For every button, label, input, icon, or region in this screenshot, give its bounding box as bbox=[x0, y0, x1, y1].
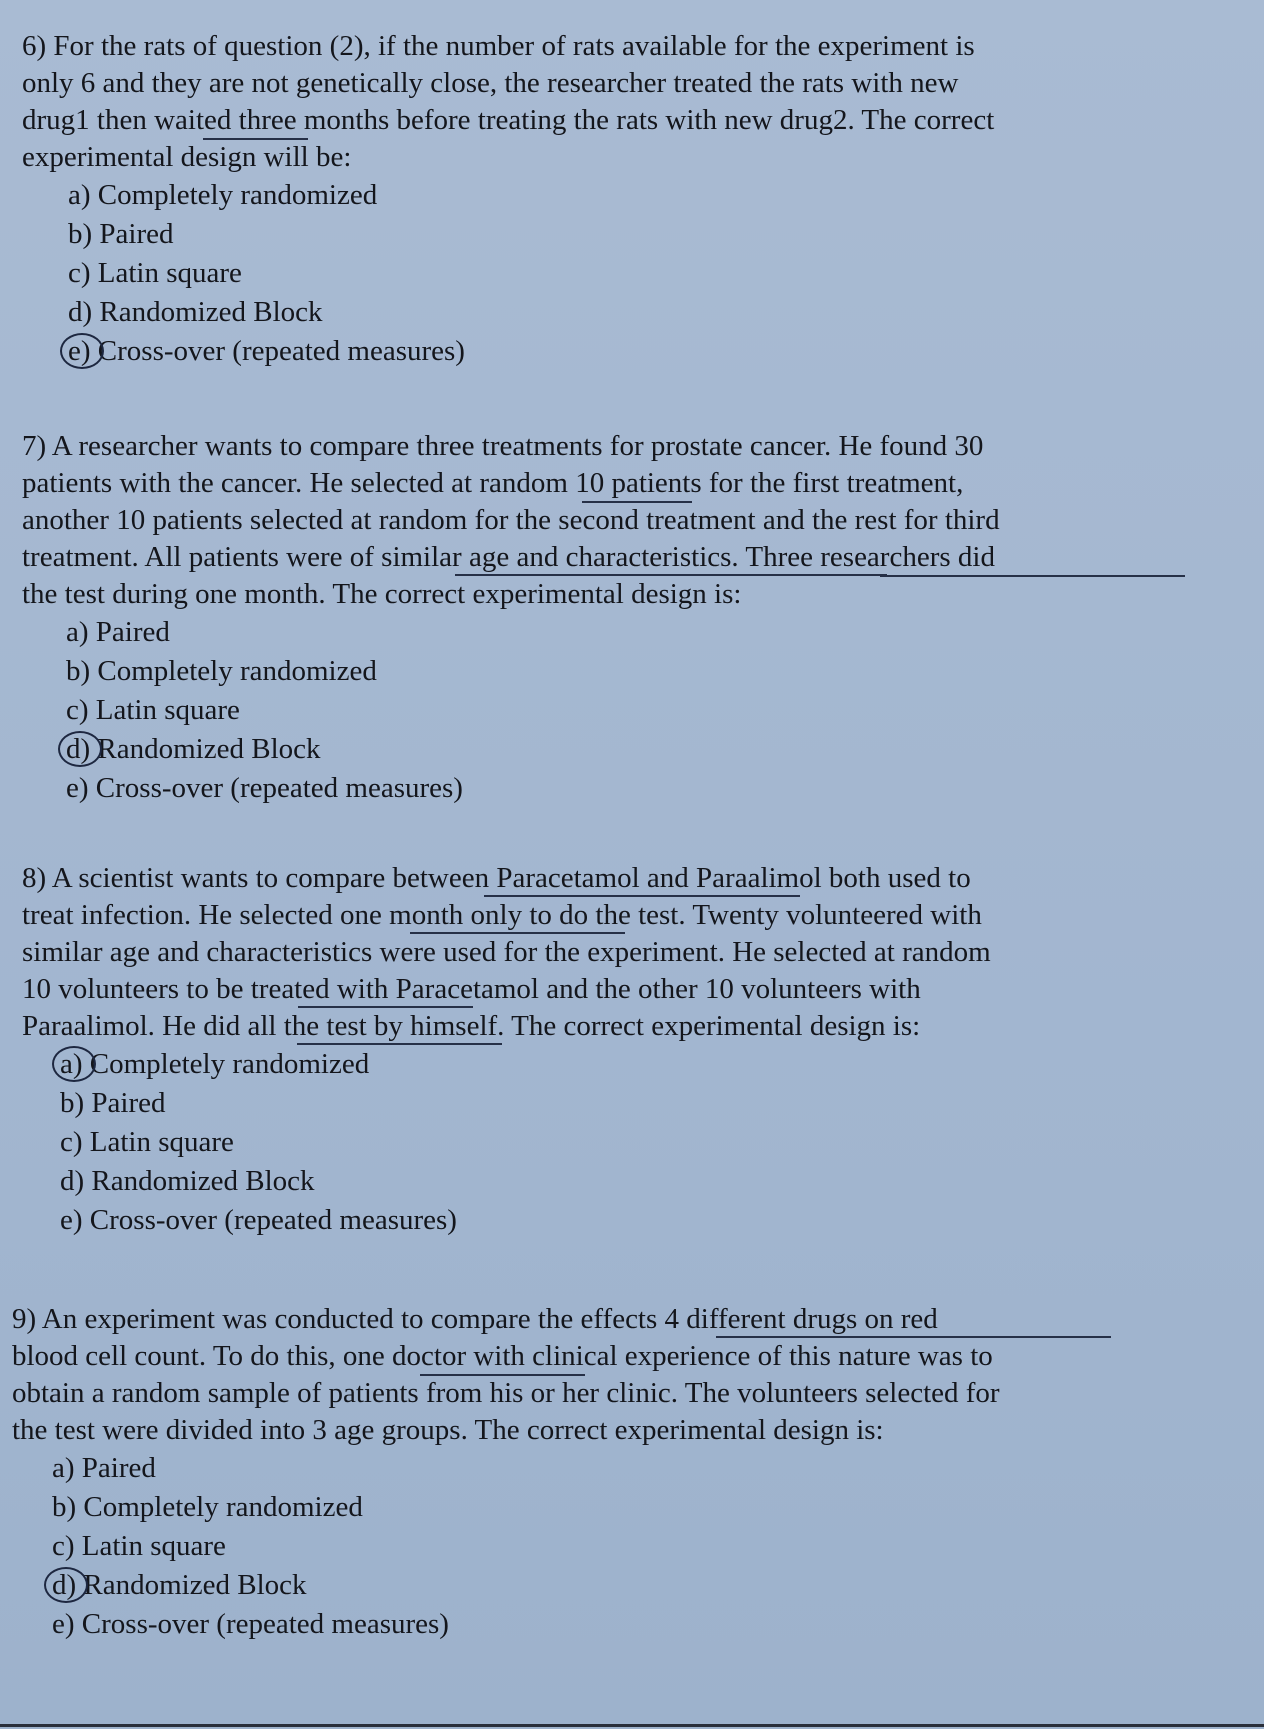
option-c[interactable]: c) Latin square bbox=[68, 257, 242, 289]
option-c[interactable]: c) Latin square bbox=[66, 694, 240, 726]
question-stem: 7) A researcher wants to compare three treatments for prostate cancer. He found 30 patients with the cancer. He selected at random 10 patients for the first treatment, another 10 patients selected at random for the second treatment and the rest for third treatment. All patients were of similar age and characteristics. Three researchers did the test during one month. The correct experimental design is: bbox=[22, 430, 1000, 610]
option-a[interactable]: a) Paired bbox=[52, 1452, 156, 1484]
circled-answer-mark bbox=[44, 1567, 88, 1603]
option-c[interactable]: c) Latin square bbox=[60, 1126, 234, 1158]
pen-underline bbox=[880, 575, 1185, 577]
option-e[interactable]: e) Cross-over (repeated measures) bbox=[66, 772, 463, 804]
option-e[interactable] bbox=[68, 332, 1222, 371]
pen-underline bbox=[455, 574, 887, 576]
pen-underline bbox=[716, 1336, 1111, 1338]
option-label: d) Randomized Block bbox=[52, 1569, 307, 1601]
pen-underline bbox=[484, 895, 800, 897]
question-7 bbox=[22, 428, 1222, 808]
option-e[interactable]: e) Cross-over (repeated measures) bbox=[60, 1204, 457, 1236]
option-e[interactable]: e) Cross-over (repeated measures) bbox=[52, 1608, 449, 1640]
pen-underline bbox=[420, 1374, 585, 1376]
option-b[interactable]: b) Completely randomized bbox=[52, 1491, 363, 1523]
option-a[interactable] bbox=[60, 1045, 1222, 1084]
option-a[interactable]: a) Paired bbox=[66, 616, 170, 648]
option-d[interactable]: d) Randomized Block bbox=[60, 1165, 315, 1197]
option-label: a) Completely randomized bbox=[60, 1048, 370, 1080]
circled-answer-mark bbox=[52, 1046, 96, 1082]
question-9 bbox=[12, 1301, 1212, 1644]
options-list bbox=[22, 613, 1222, 808]
pen-underline bbox=[298, 1006, 473, 1008]
option-label: d) Randomized Block bbox=[66, 733, 321, 765]
option-b[interactable]: b) Paired bbox=[60, 1087, 166, 1119]
circled-answer-mark bbox=[58, 731, 102, 767]
options-list bbox=[22, 1045, 1222, 1240]
option-a[interactable]: a) Completely randomized bbox=[68, 179, 378, 211]
option-b[interactable]: b) Paired bbox=[68, 218, 174, 250]
question-8 bbox=[22, 860, 1222, 1240]
question-stem: 9) An experiment was conducted to compare the effects 4 different drugs on red blood cell count. To do this, one doctor with clinical experience of this nature was to obtain a random sample of patients from his or her clinic. The volunteers selected for the test were divided into 3 age groups. The correct experimental design is: bbox=[12, 1303, 1000, 1446]
pen-underline bbox=[203, 138, 308, 140]
option-d[interactable]: d) Randomized Block bbox=[68, 296, 323, 328]
page-bottom-edge bbox=[0, 1724, 1264, 1727]
question-stem: 8) A scientist wants to compare between Paracetamol and Paraalimol both used to treat infection. He selected one month only to do the test. Twenty volunteered with similar age and characteristics were used for the experiment. He selected at random 10 volunteers to be treated with Paracetamol and the other 10 volunteers with Paraalimol. He did all the test by himself. The correct experimental design is: bbox=[22, 862, 991, 1042]
question-stem: 6) For the rats of question (2), if the number of rats available for the experiment is only 6 and they are not genetically close, the researcher treated the rats with new drug1 then waited three months before treating the rats with new drug2. The correct experimental design will be: bbox=[22, 30, 995, 173]
option-c[interactable]: c) Latin square bbox=[52, 1530, 226, 1562]
options-list bbox=[12, 1449, 1212, 1644]
pen-underline bbox=[410, 932, 625, 934]
option-d[interactable] bbox=[66, 730, 1222, 769]
pen-underline bbox=[297, 1043, 502, 1045]
circled-answer-mark bbox=[60, 333, 104, 369]
option-d[interactable] bbox=[52, 1566, 1212, 1605]
pen-underline bbox=[582, 501, 692, 503]
question-6 bbox=[22, 28, 1222, 371]
option-label: e) Cross-over (repeated measures) bbox=[68, 335, 465, 367]
option-b[interactable]: b) Completely randomized bbox=[66, 655, 377, 687]
options-list bbox=[22, 176, 1222, 371]
